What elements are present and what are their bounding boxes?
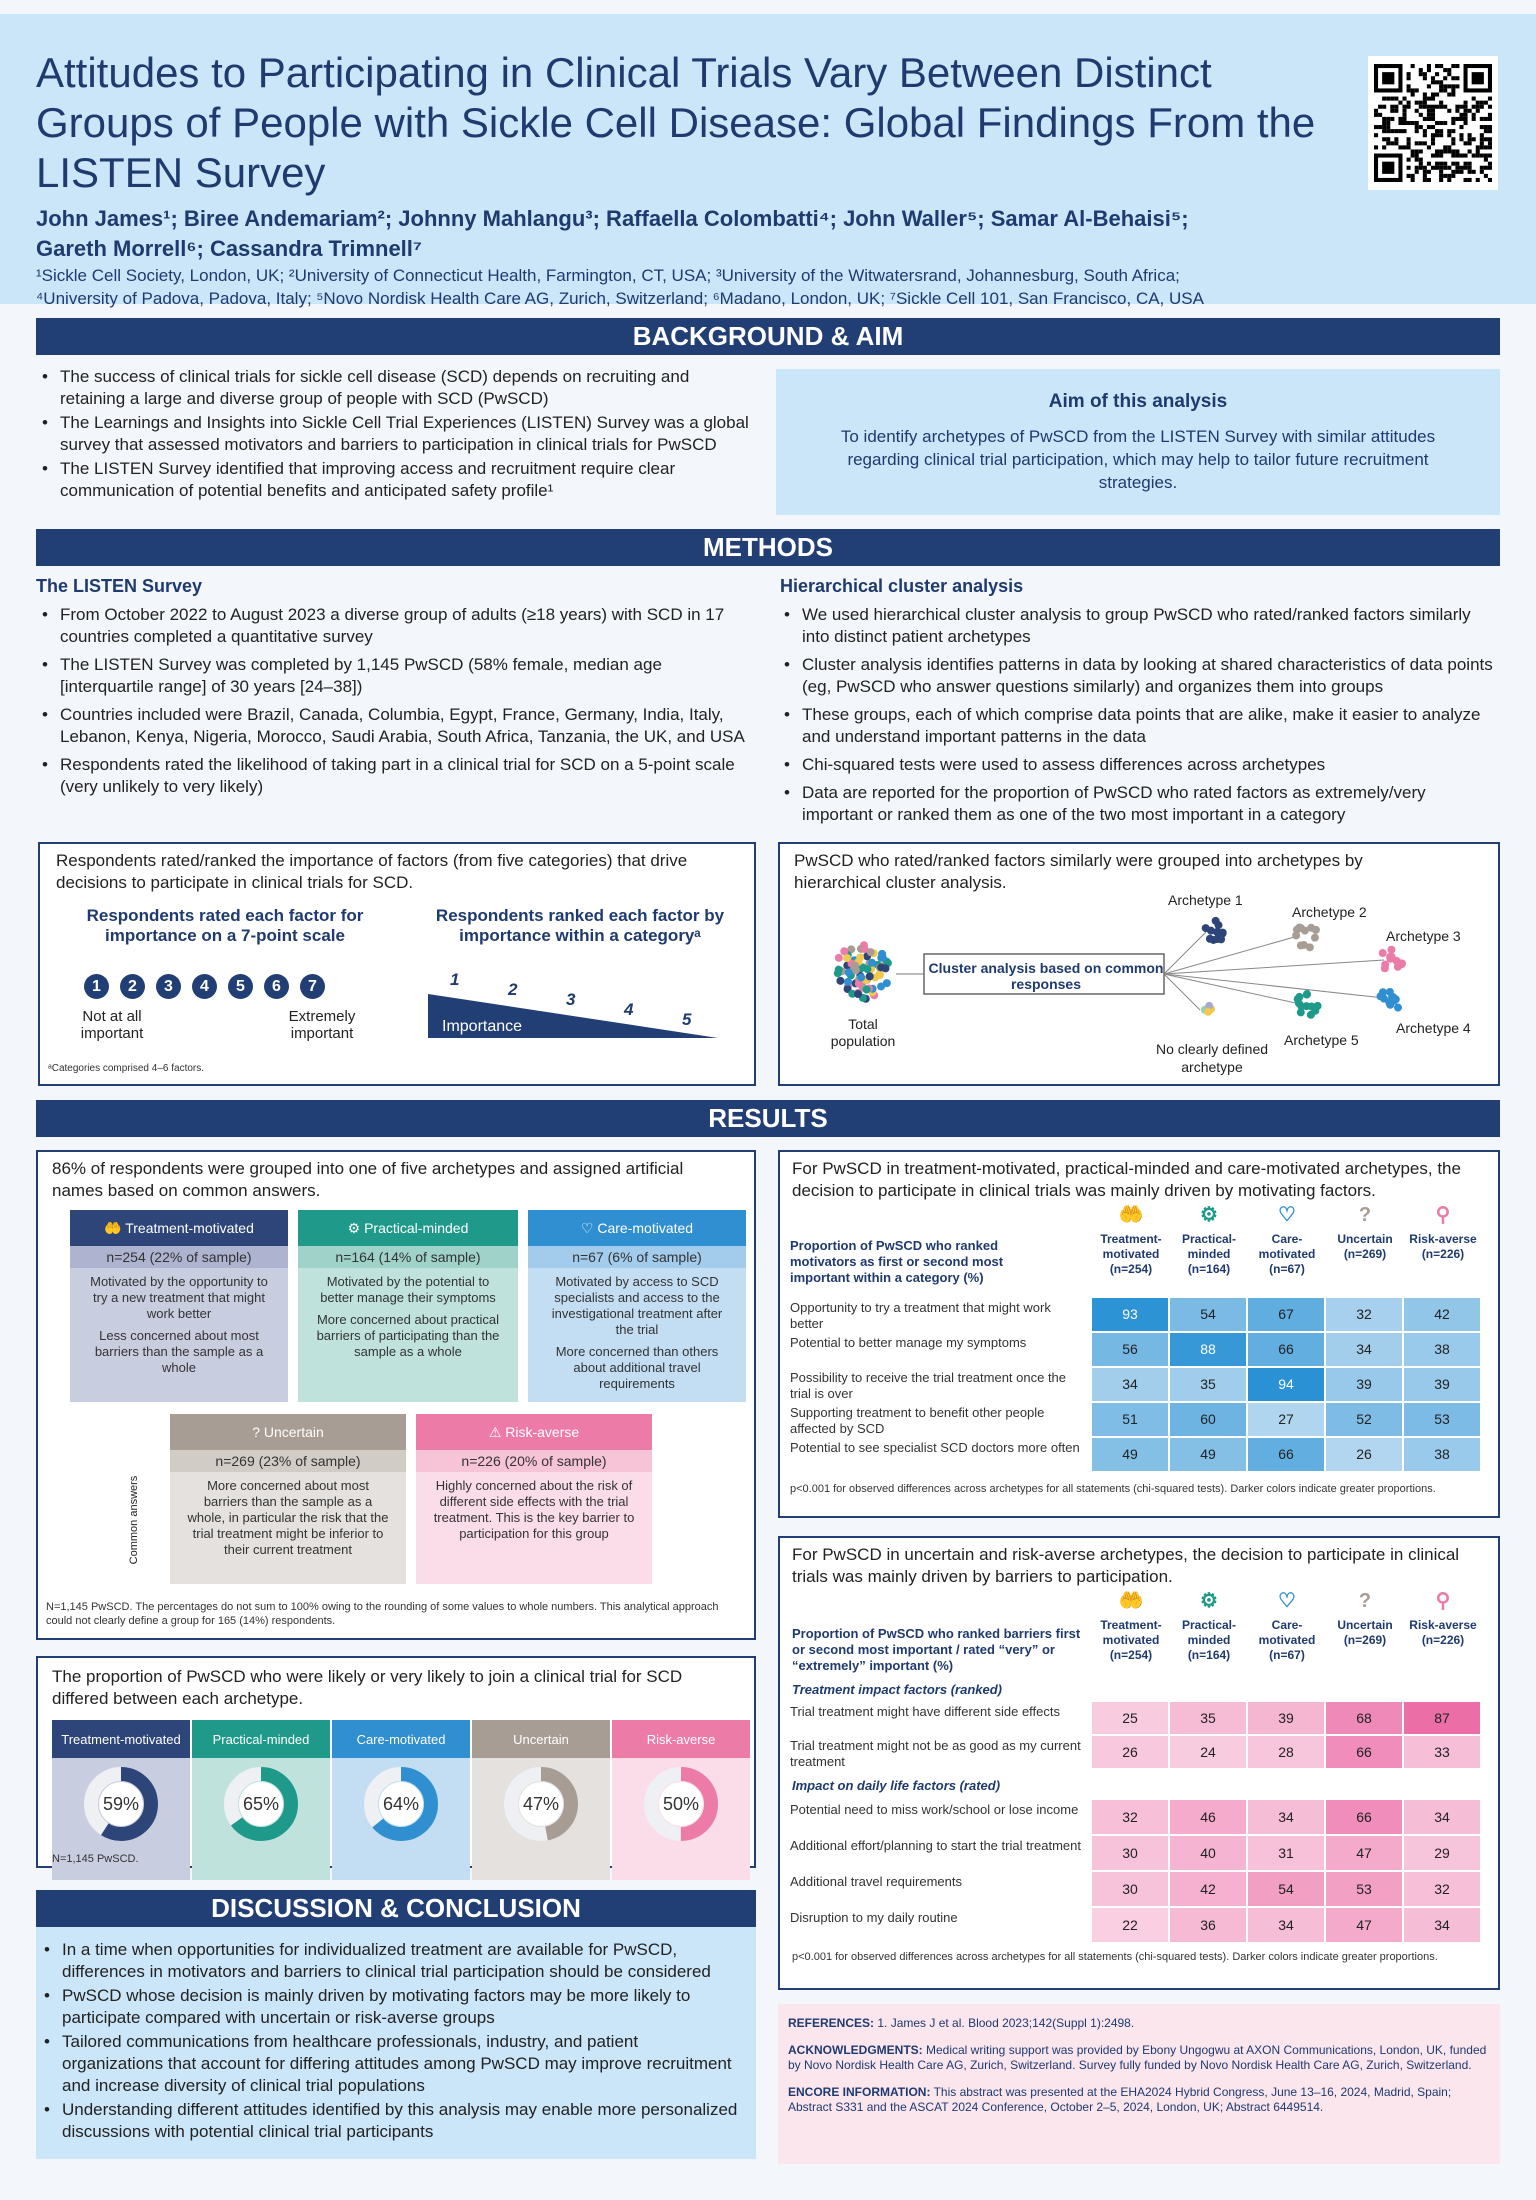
heatmap-cell: 35 <box>1170 1702 1246 1734</box>
column-name: Uncertain <box>1337 1232 1393 1246</box>
categories-footnote: ᵃCategories comprised 4–6 factors. <box>48 1063 205 1074</box>
rank-number: 1 <box>450 970 460 989</box>
donut-value-label: 64% <box>382 1794 420 1814</box>
total-population-label: Total population <box>830 1016 896 1049</box>
motivators-header: Proportion of PwSCD who ranked motivators as first or second most important within a category (%) <box>790 1238 1004 1285</box>
heatmap-cell: 54 <box>1248 1872 1324 1906</box>
listen-bullet: • The LISTEN Survey was completed by 1,145 PwSCD (58% female, median age [interquartile range] of 30 years [24–38]) <box>38 654 758 698</box>
heatmap-cell: 68 <box>1326 1702 1402 1734</box>
poster-header <box>0 14 1536 308</box>
donut-card <box>472 1720 610 1880</box>
heatmap-cell: 32 <box>1092 1800 1168 1834</box>
column-name: Risk-averse <box>1409 1618 1477 1632</box>
column-header <box>1404 1204 1482 1262</box>
magnifier-warning-icon: ⚲ <box>1435 1204 1451 1226</box>
column-name: Risk-averse <box>1409 1232 1477 1246</box>
column-n: (n=226) <box>1421 1633 1465 1647</box>
heatmap-cell: 34 <box>1326 1333 1402 1366</box>
heatmap-cell: 29 <box>1404 1836 1480 1870</box>
donut-card-title: Care-motivated <box>356 1731 446 1747</box>
cluster-bullet: • We used hierarchical cluster analysis to group PwSCD who rated/ranked factors similarly into distinct patient archetypes <box>780 604 1500 648</box>
hand-pill-icon: 🤲 <box>1118 1204 1144 1226</box>
donut-value-label: 65% <box>242 1794 280 1814</box>
heatmap-cell: 38 <box>1404 1438 1480 1471</box>
authors-line-2: Gareth Morrell⁶; Cassandra Trimnell⁷ <box>36 236 422 261</box>
heatmap-cell: 33 <box>1404 1736 1480 1768</box>
card-header <box>416 1414 652 1450</box>
heatmap-cell: 66 <box>1326 1800 1402 1834</box>
card-n: n=269 (23% of sample) <box>170 1450 406 1472</box>
cluster-bullet: • Cluster analysis identifies patterns in data by looking at shared characteristics of data points (eg, PwSCD who answer questions similarly) and organizes them into groups <box>780 654 1500 698</box>
aim-title: Aim of this analysis <box>1048 391 1228 412</box>
donut-card-title: Treatment-motivated <box>61 1731 181 1747</box>
column-header <box>1404 1590 1482 1648</box>
scale-point: 3 <box>156 974 181 999</box>
heatmap-cell: 25 <box>1092 1702 1168 1734</box>
card-title: Care-motivated <box>597 1220 694 1236</box>
card-text-2: Less concerned about most barriers than the sample as a whole <box>94 1328 264 1375</box>
donut-card <box>332 1720 470 1880</box>
rank-number: 3 <box>566 990 576 1009</box>
donut-card-header <box>612 1720 750 1758</box>
listen-survey-title: The LISTEN Survey <box>36 576 203 596</box>
motivators-footnote: p<0.001 for observed differences across archetypes for all statements (chi-squared tests). Darker colors indicate greater proportions. <box>790 1483 1436 1495</box>
cluster-diagram-box <box>778 842 1500 1086</box>
discussion-bullets <box>36 1927 756 2143</box>
card-n: n=67 (6% of sample) <box>528 1246 746 1268</box>
cluster-analysis-label: Cluster analysis based on common responses <box>928 960 1164 992</box>
affiliations-line-1: ¹Sickle Cell Society, London, UK; ²University of Connecticut Health, Farmington, CT, USA; ³University of the Witwatersrand, Johannesburg, South Africa; <box>36 266 1180 285</box>
heatmap-cell: 49 <box>1092 1438 1168 1471</box>
card-header <box>170 1414 406 1450</box>
no-archetype-label: No clearly defined archetype <box>1155 1041 1269 1075</box>
heatmap-cell: 49 <box>1170 1438 1246 1471</box>
cluster-bullet: • Chi-squared tests were used to assess differences across archetypes <box>780 754 1500 776</box>
rank-number: 2 <box>508 980 518 999</box>
table-row-label: Trial treatment might have different side effects <box>790 1704 1061 1719</box>
heatmap-cell: 47 <box>1326 1908 1402 1942</box>
heatmap-cell: 26 <box>1326 1438 1402 1471</box>
background-bullet: • The Learnings and Insights into Sickle Cell Trial Experiences (LISTEN) Survey was a global survey that assessed motivators and barriers to participation in clinical trials for PwSCD <box>38 412 758 456</box>
archetype-footnote: N=1,145 PwSCD. The percentages do not sum to 100% owing to the rounding of some values to whole numbers. This analytical approach could not clearly define a group for 165 (14%) respondents. <box>46 1601 719 1627</box>
heatmap-cell: 46 <box>1170 1800 1246 1834</box>
aim-text: To identify archetypes of PwSCD from the LISTEN Survey with similar attitudes regarding clinical trial participation, which may help to tailor future recruitment strategies. <box>840 427 1436 492</box>
archetype-1-label: Archetype 1 <box>1168 892 1243 908</box>
heatmap-cell: 34 <box>1404 1908 1480 1942</box>
archetype-card-care <box>528 1210 746 1402</box>
archetype-box <box>36 1150 756 1640</box>
table-row-label: Supporting treatment to benefit other people affected by SCD <box>790 1405 1045 1436</box>
acknowledgments-label: ACKNOWLEDGMENTS: <box>788 2043 923 2057</box>
cluster-bullet: • These groups, each of which comprise data points that are alike, make it easier to analyze and understand important patterns in the data <box>780 704 1500 748</box>
acknowledgments <box>788 2043 1490 2073</box>
table-row-label: Additional effort/planning to start the trial treatment <box>790 1838 1081 1853</box>
encore-text: This abstract was presented at the EHA2024 Hybrid Congress, June 13–16, 2024, Madrid, Spain; Abstract S331 and the ASCAT 2024 Conference, October 2–5, 2024, London, UK; Abstract 6449514. <box>788 2085 1452 2114</box>
heatmap-cell: 87 <box>1404 1702 1480 1734</box>
archetype-4-label: Archetype 4 <box>1396 1020 1471 1036</box>
donut-card-header <box>52 1720 190 1758</box>
barriers-header: Proportion of PwSCD who ranked barriers first or second most important / rated “very” or “extremely” important (%) <box>792 1626 1081 1673</box>
heart-hands-icon: ♡ <box>580 1220 594 1236</box>
archetype-1-cluster <box>1202 917 1227 944</box>
archetype-3-label: Archetype 3 <box>1386 928 1461 944</box>
archetype-3-cluster <box>1379 946 1406 973</box>
heatmap-cell: 32 <box>1326 1298 1402 1331</box>
heatmap-cell: 30 <box>1092 1872 1168 1906</box>
rank-number: 5 <box>682 1010 692 1029</box>
likelihood-footnote: N=1,145 PwSCD. <box>52 1853 139 1865</box>
references-text: 1. James J et al. Blood 2023;142(Suppl 1):2498. <box>877 2016 1135 2030</box>
column-n: (n=269) <box>1343 1633 1387 1647</box>
heatmap-cell: 24 <box>1170 1736 1246 1768</box>
archetype-card-treatment <box>70 1210 288 1402</box>
rating-intro: Respondents rated/ranked the importance of factors (from five categories) that drive decisions to participate in clinical trials for SCD. <box>56 851 688 892</box>
heatmap-cell: 34 <box>1248 1908 1324 1942</box>
column-header <box>1326 1204 1404 1262</box>
heatmap-cell: 42 <box>1404 1298 1480 1331</box>
heatmap-cell: 26 <box>1092 1736 1168 1768</box>
column-n: (n=269) <box>1343 1247 1387 1261</box>
scale-left-label: Not at all important <box>80 1008 144 1042</box>
seven-point-scale <box>84 974 336 999</box>
results-heading: RESULTS <box>36 1100 1500 1137</box>
methods-heading: METHODS <box>36 529 1500 566</box>
references <box>788 2016 1490 2031</box>
heatmap-cell: 56 <box>1092 1333 1168 1366</box>
listen-bullet: • Respondents rated the likelihood of taking part in a clinical trial for SCD on a 5-point scale (very unlikely to very likely) <box>38 754 758 798</box>
column-name: Care-motivated <box>1258 1232 1316 1261</box>
table-row-label: Trial treatment might not be as good as my current treatment <box>790 1738 1081 1769</box>
column-header <box>1092 1590 1170 1663</box>
person-question-icon: ? <box>1358 1204 1372 1226</box>
table-row-label: Opportunity to try a treatment that might work better <box>790 1300 1051 1331</box>
scale-point: 4 <box>192 974 217 999</box>
importance-label: Importance <box>442 1018 523 1035</box>
table-row-label: Disruption to my daily routine <box>790 1910 958 1925</box>
rating-method-box <box>38 842 756 1086</box>
person-question-icon: ? <box>252 1424 260 1440</box>
column-name: Practical-minded <box>1181 1618 1237 1647</box>
poster-title: Attitudes to Participating in Clinical Trials Vary Between Distinct Groups of People with Sickle Cell Disease: Global Findings From the LISTEN Survey <box>36 49 1316 196</box>
table-row-label: Possibility to receive the trial treatment once the trial is over <box>790 1370 1067 1401</box>
column-n: (n=254) <box>1109 1262 1153 1276</box>
heatmap-cell: 40 <box>1170 1836 1246 1870</box>
column-name: Practical-minded <box>1181 1232 1237 1261</box>
background-bullet: • The LISTEN Survey identified that improving access and recruitment require clear communication of potential benefits and anticipated safety profile¹ <box>38 458 758 502</box>
listen-bullet: • From October 2022 to August 2023 a diverse group of adults (≥18 years) with SCD in 17 countries completed a quantitative survey <box>38 604 758 648</box>
references-label: REFERENCES: <box>788 2016 875 2030</box>
person-question-icon: ? <box>1358 1590 1372 1612</box>
column-name: Treatment-motivated <box>1100 1232 1162 1261</box>
heatmap-cell: 93 <box>1092 1298 1168 1331</box>
column-n: (n=226) <box>1421 1247 1465 1261</box>
heatmap-cell: 53 <box>1326 1872 1402 1906</box>
card-text-2: More concerned about practical barriers of participating than the sample as a whole <box>316 1312 500 1359</box>
donut-value-label: 59% <box>102 1794 140 1814</box>
card-title: Uncertain <box>263 1424 324 1440</box>
affiliations <box>36 264 1496 310</box>
heatmap-cell: 39 <box>1404 1368 1480 1401</box>
card-n: n=164 (14% of sample) <box>298 1246 518 1268</box>
column-header <box>1170 1204 1248 1277</box>
heatmap-cell: 34 <box>1404 1800 1480 1834</box>
card-text-1: More concerned about most barriers than the sample as a whole, in particular the risk that the trial treatment might be inferior to their current treatment <box>187 1478 389 1557</box>
donut-value-label: 47% <box>522 1794 560 1814</box>
archetype-5-label: Archetype 5 <box>1284 1032 1359 1048</box>
column-header <box>1248 1590 1326 1663</box>
acknowledgments-text: Medical writing support was provided by Ebony Ungogwu at AXON Communications, London, UK, funded by Novo Nordisk Health Care AG, Zurich, Switzerland. Survey fully funded by Novo Nordisk Health Care AG, Zurich, Switzerland. <box>788 2043 1487 2072</box>
heatmap-cell: 67 <box>1248 1298 1324 1331</box>
heatmap-cell: 22 <box>1092 1908 1168 1942</box>
cluster-bullet: • Data are reported for the proportion of PwSCD who rated factors as extremely/very important or ranked them as one of the two most important in a category <box>780 782 1500 826</box>
card-n: n=226 (20% of sample) <box>416 1450 652 1472</box>
magnifier-warning-icon: ⚠ <box>488 1424 502 1440</box>
hand-pill-icon: 🤲 <box>1118 1590 1144 1612</box>
rated-title: Respondents rated each factor for importance on a 7-point scale <box>86 906 364 945</box>
listen-bullet: • Countries included were Brazil, Canada, Columbia, Egypt, France, Germany, India, Italy, Lebanon, Kenya, Nigeria, Morocco, Saudi Arabia, South Africa, Tanzania, the UK, and USA <box>38 704 758 748</box>
heatmap-cell: 38 <box>1404 1333 1480 1366</box>
card-text-1: Motivated by the potential to better manage their symptoms <box>320 1274 496 1305</box>
card-header <box>298 1210 518 1246</box>
column-header <box>1092 1204 1170 1277</box>
column-n: (n=67) <box>1269 1648 1305 1662</box>
column-name: Care-motivated <box>1258 1618 1316 1647</box>
card-title: Risk-averse <box>505 1424 580 1440</box>
likelihood-chart <box>52 1720 742 1850</box>
barriers-subheader-1: Treatment impact factors (ranked) <box>792 1682 1002 1697</box>
archetype-2-label: Archetype 2 <box>1292 904 1367 920</box>
barriers-intro: For PwSCD in uncertain and risk-averse archetypes, the decision to participate in clinical trials was mainly driven by barriers to participation. <box>792 1545 1460 1586</box>
heatmap-cell: 52 <box>1326 1403 1402 1436</box>
heart-hands-icon: ♡ <box>1278 1590 1296 1612</box>
aim-box <box>776 369 1500 515</box>
likelihood-intro: The proportion of PwSCD who were likely or very likely to join a clinical trial for SCD differed between each archetype. <box>52 1667 683 1708</box>
qr-code-graphic <box>1374 62 1492 184</box>
brain-icon: ⚙ <box>1200 1590 1218 1612</box>
references-box <box>778 2004 1500 2164</box>
rank-number: 4 <box>624 1000 634 1019</box>
qr-code-icon[interactable] <box>1368 56 1498 190</box>
donut-card-header <box>332 1720 470 1758</box>
card-text-2: More concerned than others about additional travel requirements <box>555 1344 719 1391</box>
affiliations-line-2: ⁴University of Padova, Padova, Italy; ⁵Novo Nordisk Health Care AG, Zurich, Switzerland; ⁶Madano, London, UK; ⁷Sickle Cell 101, San Francisco, CA, USA <box>36 289 1204 308</box>
scale-point: 1 <box>84 974 109 999</box>
table-row-label: Additional travel requirements <box>790 1874 962 1889</box>
likelihood-box <box>36 1656 756 1868</box>
column-n: (n=164) <box>1187 1262 1231 1276</box>
heatmap-cell: 34 <box>1248 1800 1324 1834</box>
discussion-box <box>36 1927 756 2159</box>
table-row-label: Potential need to miss work/school or lose income <box>790 1802 1079 1817</box>
column-header <box>1248 1204 1326 1277</box>
heatmap-cell: 42 <box>1170 1872 1246 1906</box>
hand-pill-icon: 🤲 <box>104 1220 122 1236</box>
column-header <box>1170 1590 1248 1663</box>
encore-information <box>788 2085 1490 2115</box>
heatmap-cell: 60 <box>1170 1403 1246 1436</box>
table-row-label: Potential to see specialist SCD doctors more often <box>790 1440 1080 1455</box>
encore-label: ENCORE INFORMATION: <box>788 2085 931 2099</box>
column-name: Uncertain <box>1337 1618 1393 1632</box>
magnifier-warning-icon: ⚲ <box>1435 1590 1451 1612</box>
no-archetype-cluster <box>1201 1002 1215 1016</box>
donut-card-title: Uncertain <box>513 1731 569 1747</box>
background-bullet: • The success of clinical trials for sickle cell disease (SCD) depends on recruiting and retaining a large and diverse group of people with SCD (PwSCD) <box>38 366 758 410</box>
brain-icon: ⚙ <box>1200 1204 1218 1226</box>
heatmap-cell: 88 <box>1170 1333 1246 1366</box>
column-n: (n=67) <box>1269 1262 1305 1276</box>
archetype-card-practical <box>298 1210 518 1402</box>
donut-value-label: 50% <box>662 1794 700 1814</box>
donut-card-header <box>472 1720 610 1758</box>
barriers-footnote: p<0.001 for observed differences across archetypes for all statements (chi-squared tests). Darker colors indicate greater proportions. <box>792 1951 1438 1963</box>
cluster-analysis-title: Hierarchical cluster analysis <box>780 576 1024 596</box>
heatmap-cell: 31 <box>1248 1836 1324 1870</box>
scale-point: 2 <box>120 974 145 999</box>
common-answers-label: Common answers <box>128 1475 140 1565</box>
card-text-1: Highly concerned about the risk of different side effects with the trial treatment. This is the key barrier to participation for this group <box>433 1478 635 1541</box>
donut-card-title: Risk-averse <box>646 1731 716 1747</box>
heatmap-cell: 54 <box>1170 1298 1246 1331</box>
heatmap-cell: 51 <box>1092 1403 1168 1436</box>
background-bullets <box>38 366 758 504</box>
archetype-5-cluster <box>1294 990 1322 1019</box>
heatmap-cell: 35 <box>1170 1368 1246 1401</box>
cluster-intro: PwSCD who rated/ranked factors similarly were grouped into archetypes by hierarchical cluster analysis. <box>794 851 1363 892</box>
scale-point: 5 <box>228 974 253 999</box>
card-text-1: Motivated by access to SCD specialists and access to the investigational treatment after the trial <box>551 1274 723 1337</box>
barriers-subheader-2: Impact on daily life factors (rated) <box>792 1778 1001 1793</box>
discussion-heading: DISCUSSION & CONCLUSION <box>36 1890 756 1927</box>
donut-card <box>612 1720 750 1880</box>
discussion-bullet: • PwSCD whose decision is mainly driven by motivating factors may be more likely to participate compared with uncertain or risk-averse groups <box>40 1985 742 2029</box>
archetype-2-cluster <box>1292 923 1320 951</box>
column-n: (n=254) <box>1109 1648 1153 1662</box>
scale-point: 7 <box>300 974 325 999</box>
heatmap-cell: 36 <box>1170 1908 1246 1942</box>
listen-survey-bullets <box>38 604 758 800</box>
heatmap-cell: 66 <box>1248 1333 1324 1366</box>
discussion-bullet: • Tailored communications from healthcare professionals, industry, and patient organizations that account for differing attitudes among PwSCD may improve recruitment and increase diversity of clinical trial populations <box>40 2031 742 2097</box>
card-header <box>528 1210 746 1246</box>
heatmap-cell: 53 <box>1404 1403 1480 1436</box>
heatmap-cell: 66 <box>1248 1438 1324 1471</box>
heatmap-cell: 30 <box>1092 1836 1168 1870</box>
heatmap-cell: 66 <box>1326 1736 1402 1768</box>
motivators-box <box>778 1150 1500 1518</box>
cluster-analysis-bullets <box>780 604 1500 828</box>
heatmap-cell: 34 <box>1092 1368 1168 1401</box>
archetype-card-uncertain <box>170 1414 406 1584</box>
brain-icon: ⚙ <box>347 1220 361 1236</box>
column-name: Treatment-motivated <box>1100 1618 1162 1647</box>
card-title: Treatment-motivated <box>125 1220 254 1236</box>
heatmap-cell: 47 <box>1326 1836 1402 1870</box>
card-header <box>70 1210 288 1246</box>
authors <box>36 204 1366 264</box>
card-title: Practical-minded <box>364 1220 469 1236</box>
donut-card <box>192 1720 330 1880</box>
motivators-intro: For PwSCD in treatment-motivated, practical-minded and care-motivated archetypes, the decision to participate in clinical trials was mainly driven by motivating factors. <box>792 1159 1461 1200</box>
table-row-label: Potential to better manage my symptoms <box>790 1335 1027 1350</box>
heatmap-cell: 39 <box>1326 1368 1402 1401</box>
ranked-title: Respondents ranked each factor by importance within a categoryᵃ <box>435 906 725 945</box>
archetype-card-risk <box>416 1414 652 1584</box>
card-text-1: Motivated by the opportunity to try a new treatment that might work better <box>90 1274 268 1321</box>
heatmap-cell: 94 <box>1248 1368 1324 1401</box>
heatmap-cell: 32 <box>1404 1872 1480 1906</box>
archetype-4-cluster <box>1377 988 1402 1012</box>
barriers-box <box>778 1536 1500 1990</box>
donut-card-header <box>192 1720 330 1758</box>
archetype-intro: 86% of respondents were grouped into one of five archetypes and assigned artificial names based on common answers. <box>52 1159 684 1200</box>
column-header <box>1326 1590 1404 1648</box>
column-n: (n=164) <box>1187 1648 1231 1662</box>
heatmap-cell: 27 <box>1248 1403 1324 1436</box>
donut-card-title: Practical-minded <box>212 1731 310 1747</box>
scale-right-label: Extremely important <box>288 1008 356 1042</box>
discussion-bullet: • Understanding different attitudes identified by this analysis may enable more personalized discussions with potential clinical trial participants <box>40 2099 742 2143</box>
discussion-bullet: • In a time when opportunities for individualized treatment are available for PwSCD, differences in motivators and barriers to clinical trial participation should be considered <box>40 1939 742 1983</box>
heart-hands-icon: ♡ <box>1278 1204 1296 1226</box>
scale-point: 6 <box>264 974 289 999</box>
background-heading: BACKGROUND & AIM <box>36 318 1500 355</box>
heatmap-cell: 28 <box>1248 1736 1324 1768</box>
card-n: n=254 (22% of sample) <box>70 1246 288 1268</box>
heatmap-cell: 39 <box>1248 1702 1324 1734</box>
authors-line-1: John James¹; Biree Andemariam²; Johnny Mahlangu³; Raffaella Colombatti⁴; John Waller⁵; Samar Al-Behaisi⁵; <box>36 206 1189 231</box>
